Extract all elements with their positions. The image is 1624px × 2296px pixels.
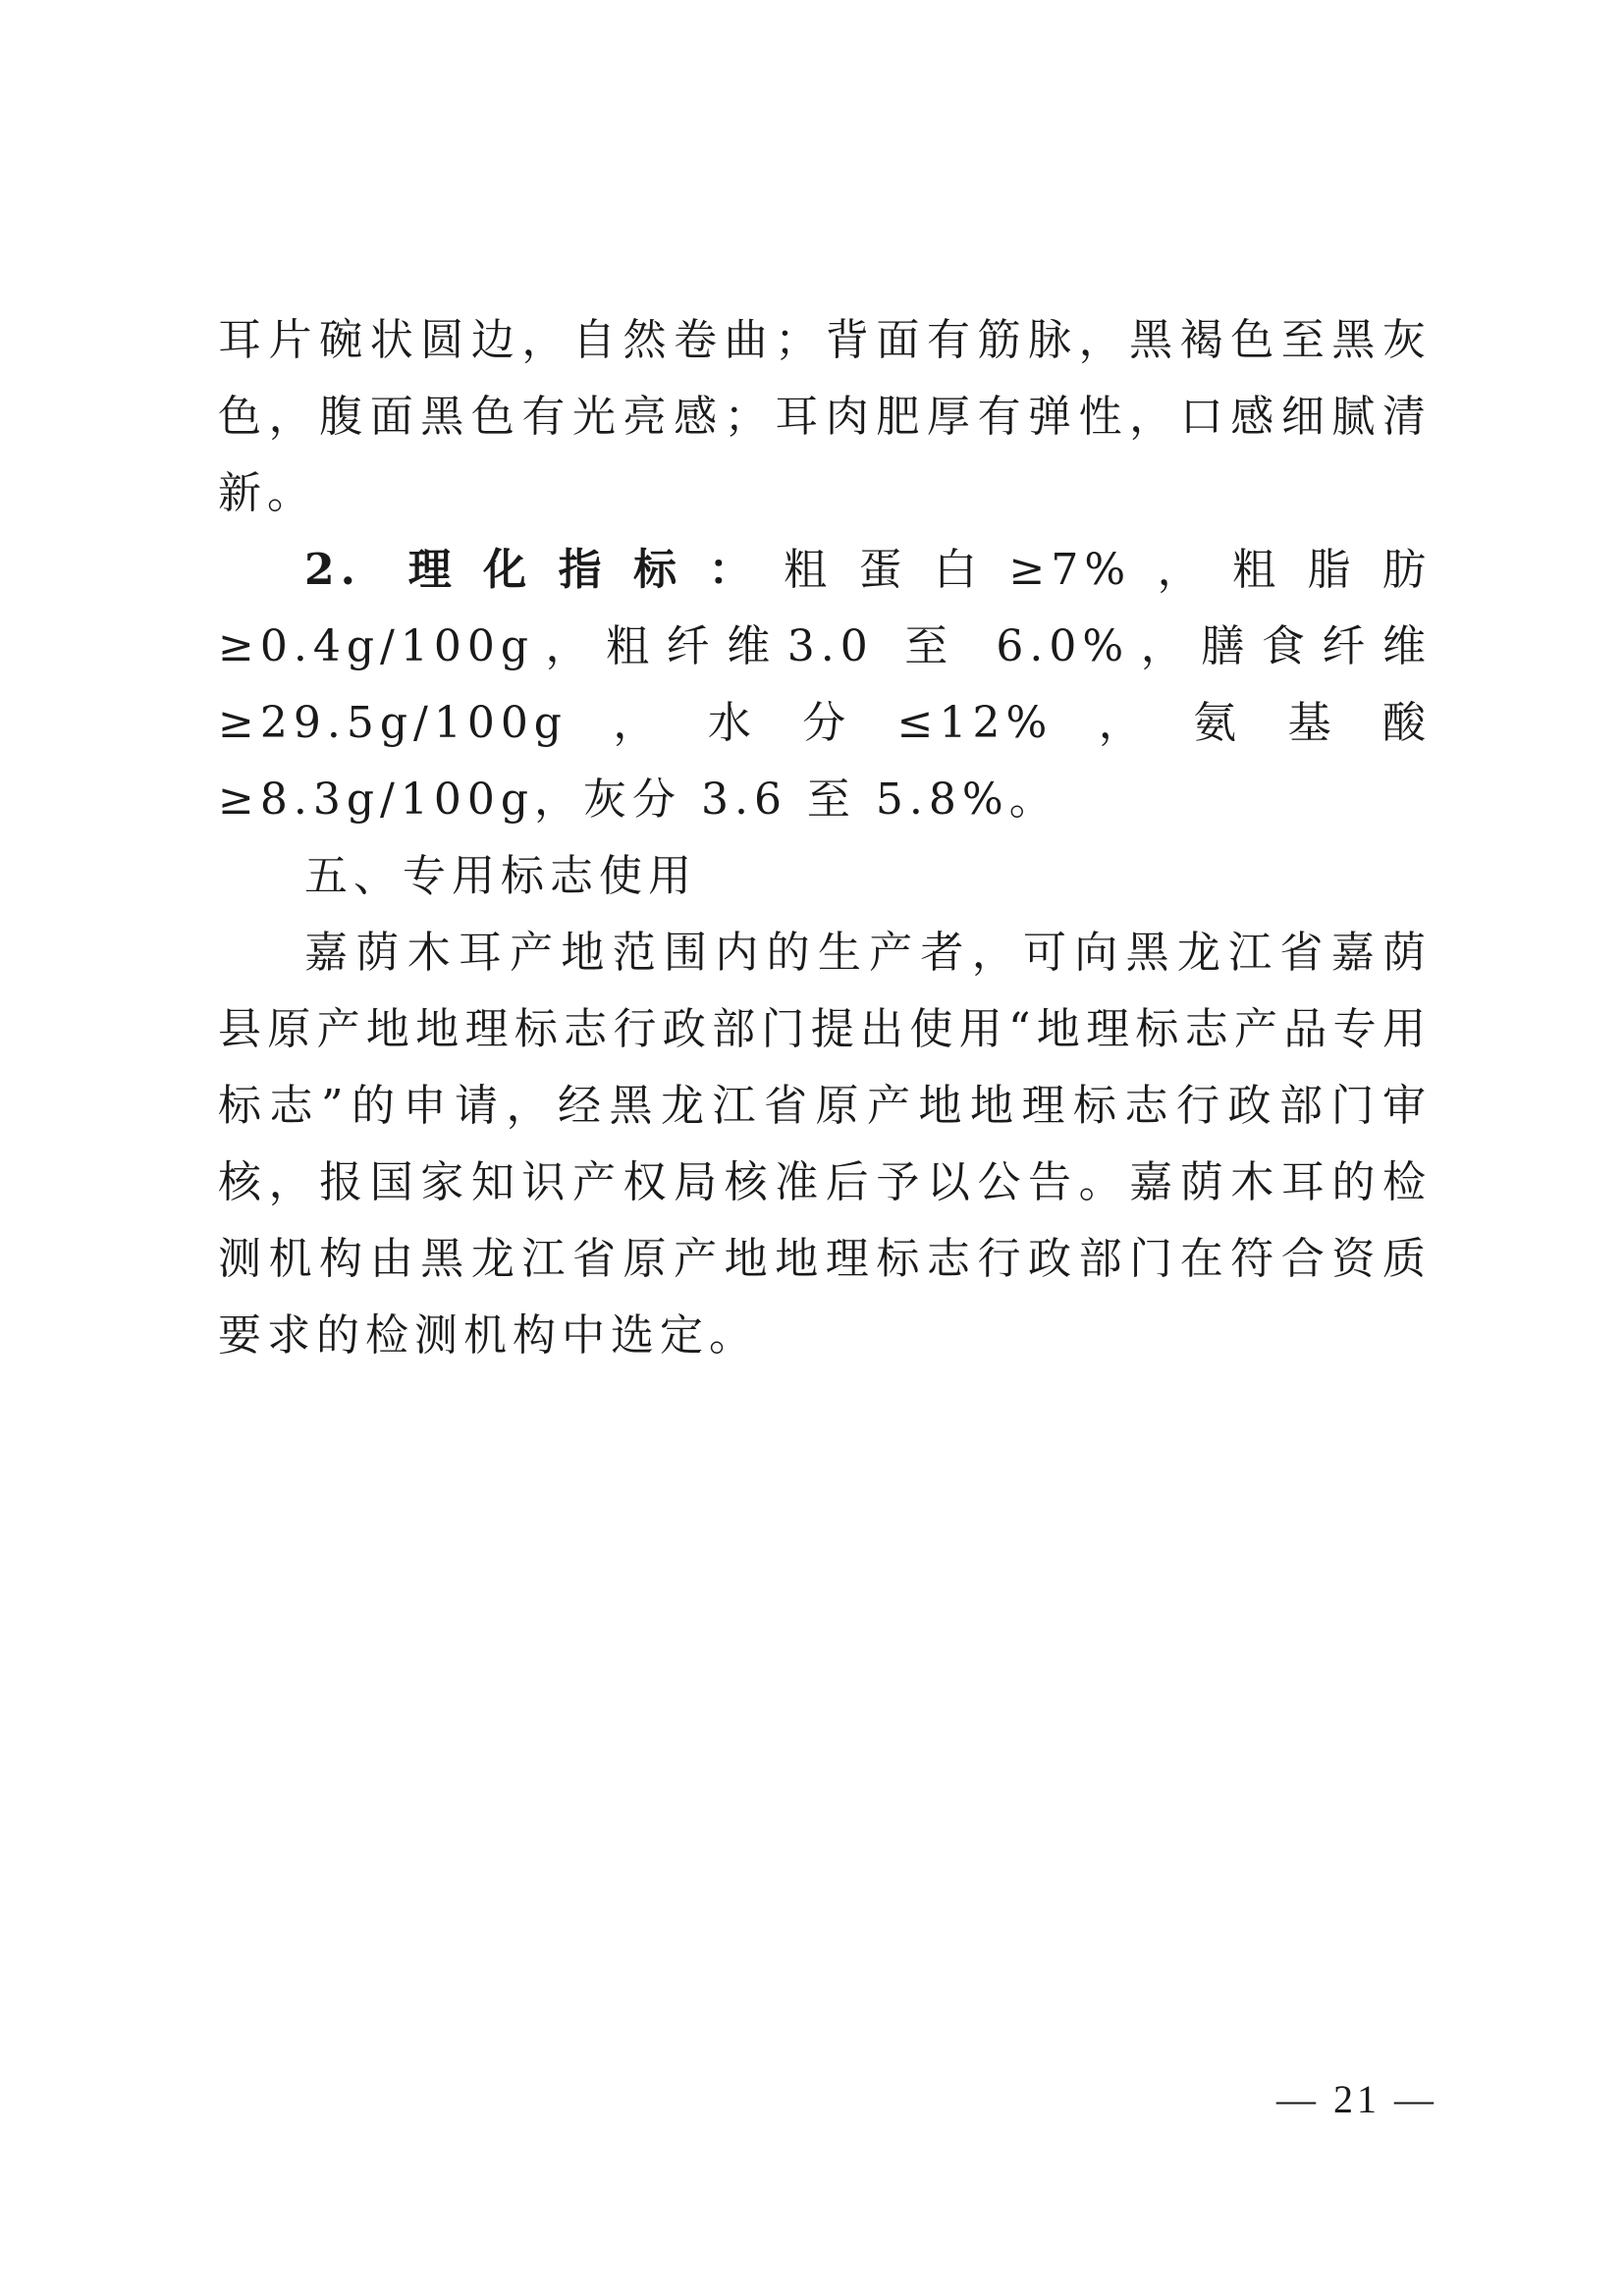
physicochemical-text: 粗蛋白≥7%，粗脂肪≥0.4g/100g，粗纤维3.0 至 6.0%，膳食纤维≥29.5g/100g，水分≤12%，氨基酸≥8.3g/100g，灰分 3.6 至 5.8%。 (218, 545, 1432, 825)
section-heading: 五、专用标志使用 (304, 851, 697, 901)
physicochemical-paragraph (218, 532, 1432, 838)
document-body (218, 302, 1432, 1374)
description-text: 耳片碗状圆边，自然卷曲；背面有筋脉，黑褐色至黑灰色，腹面黑色有光亮感；耳肉肥厚有弹性，口感细腻清新。 (218, 315, 1432, 518)
physicochemical-label: 2. 理化指标： (304, 545, 785, 595)
page-number: — 21 — (1276, 2077, 1437, 2121)
description-paragraph (218, 302, 1432, 532)
section-paragraph: 嘉荫木耳产地范围内的生产者，可向黑龙江省嘉荫县原产地地理标志行政部门提出使用“地理标志产品专用标志”的申请，经黑龙江省原产地地理标志行政部门审核，报国家知识产权局核准后予以公告。嘉荫木耳的检测机构由黑龙江省原产地地理标志行政部门在符合资质要求的检测机构中选定。 (218, 928, 1432, 1361)
